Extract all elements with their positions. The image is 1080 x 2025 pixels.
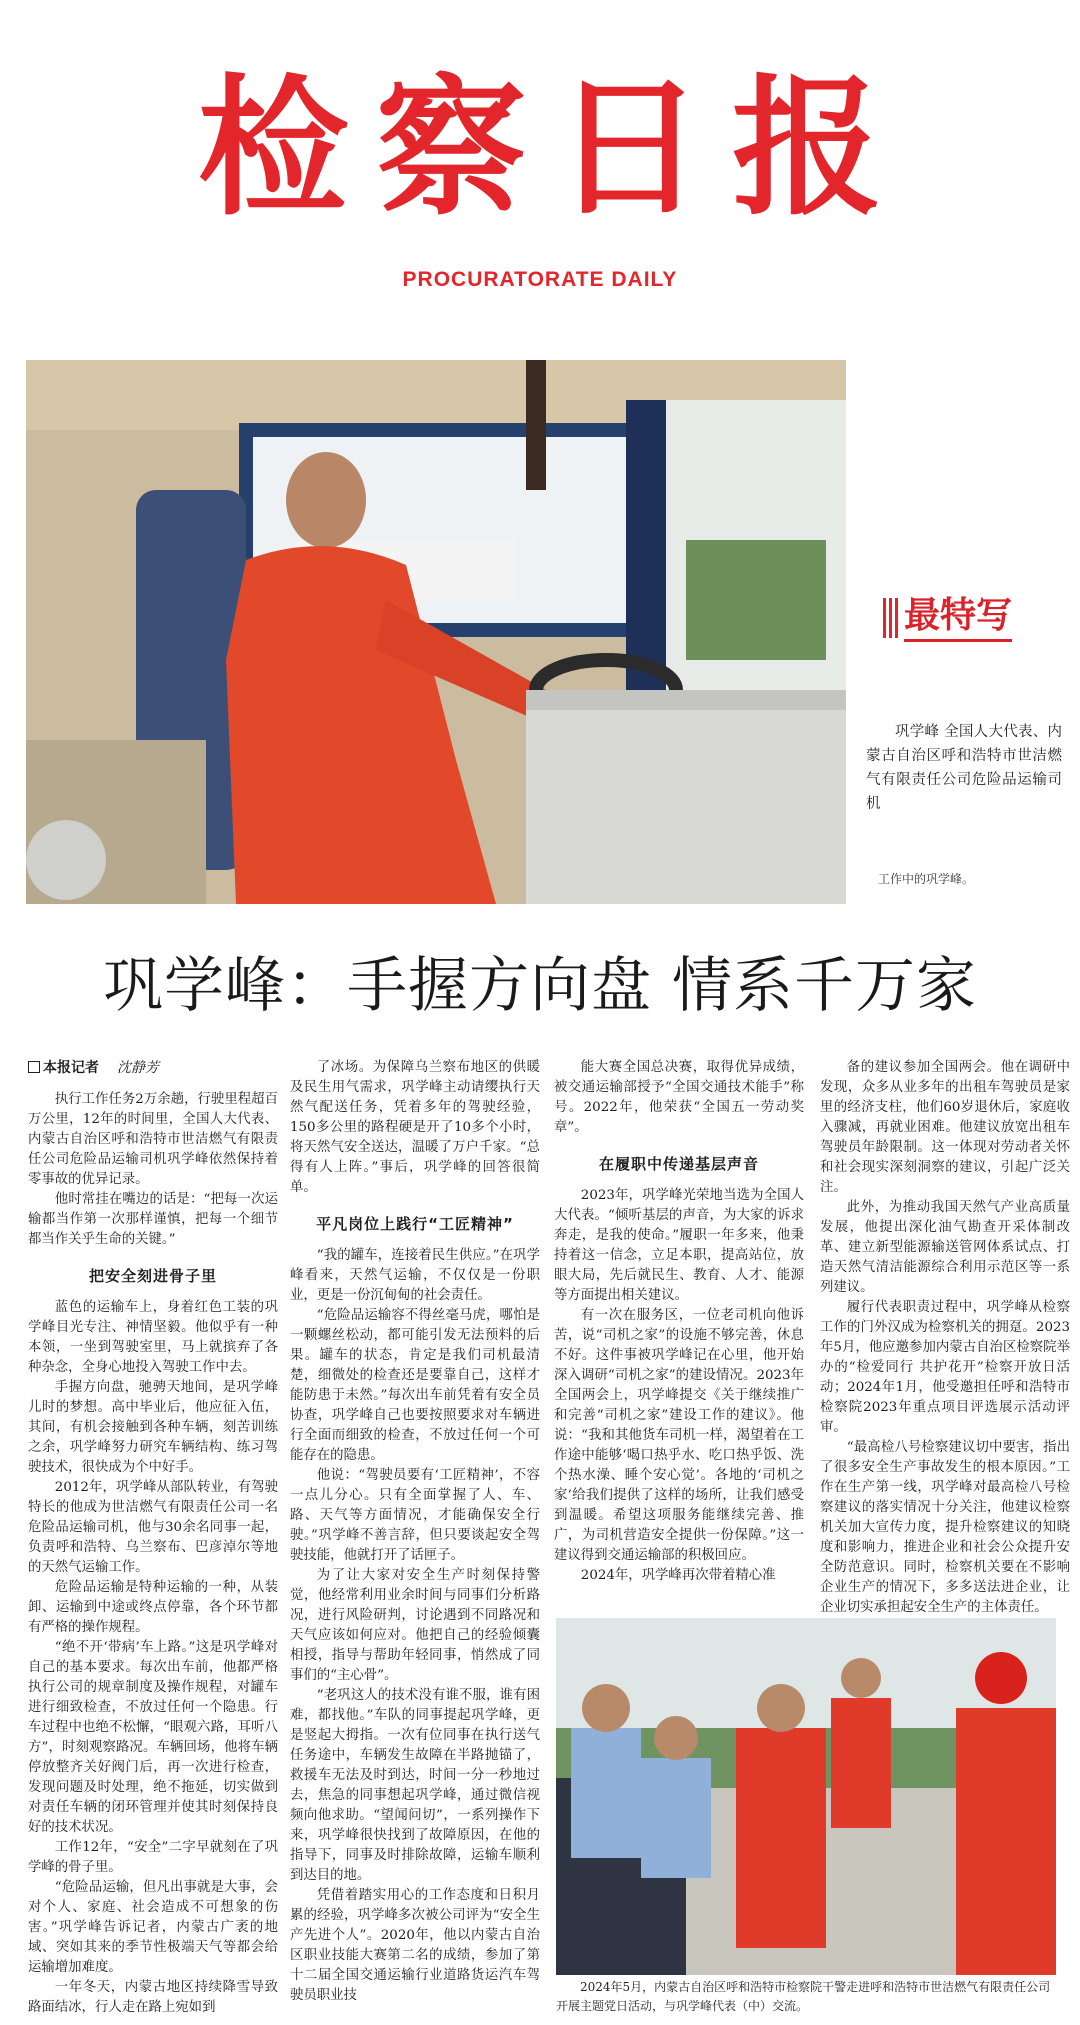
portrait-bio: 巩学峰 全国人大代表、内蒙古自治区呼和浩特市世洁燃气有限责任公司危险品运输司机: [866, 724, 1062, 812]
paragraph: 执行工作任务2万余趟，行驶里程超百万公里，12年的时间里，全国人大代表、内蒙古自治区呼和浩特市世洁燃气有限责任公司危险品运输司机巩学峰依然保持着零事故的优异记录。: [28, 1092, 278, 1187]
section-heading: 在履职中传递基层声音: [598, 1155, 759, 1173]
badge-bars-decoration: [883, 598, 898, 638]
paragraph: 危险品运输是特种运输的一种，从装卸、运输到中途或终点停靠，各个环节都有严格的操作规程。: [28, 1580, 278, 1635]
paragraph: 履行代表职责过程中，巩学峰从检察工作的门外汉成为检察机关的拥趸。2023年5月，他应邀参加内蒙古自治区检察院举办的“检爱同行 共护花开”检察开放日活动；2024年1月，他受邀担任呼和浩特市检察院2023年重点项目评选展示活动评审。: [820, 1300, 1070, 1435]
article-headline: 巩学峰：手握方向盘 情系千万家: [102, 951, 978, 1021]
paragraph: “绝不开‘带病’车上路。”这是巩学峰对自己的基本要求。每次出车前，他都严格执行公司的规章制度及操作规程，对罐车进行细致检查，不放过任何一个隐患。行车过程中也绝不松懈，“眼观六路，耳听八方”，时刻观察路况。车辆回场，他将车辆停放整齐关好阀门后，再一次进行检查，发现问题及时处理，绝不拖延，切实做到对责任车辆的闭环管理并使其时刻保持良好的技术状况。: [28, 1640, 278, 1835]
special-feature-badge: [883, 593, 1012, 643]
paragraph: 工作12年，“安全”二字早就刻在了巩学峰的骨子里。: [28, 1840, 278, 1875]
section-heading: 平凡岗位上践行“工匠精神”: [316, 1215, 514, 1233]
article-column-2: [290, 1058, 540, 2018]
paragraph: “老巩这人的技术没有谁不服，谁有困难，都找他。”车队的同事提起巩学峰，更是竖起大拇指。一次有位同事在执行送气任务途中，车辆发生故障在半路抛锚了，救援车无法及时到达，时间一分一秒地过去，焦急的同事想起巩学峰，通过微信视频向他求助。“望闻问切”，一系列操作下来，巩学峰很快找到了故障原因，在他的指导下，同事及时排除故障，运输车顺利到达目的地。: [290, 1688, 540, 1883]
paragraph: 此外，为推动我国天然气产业高质量发展，他提出深化油气勘查开采体制改革、建立新型能源输送管网体系试点、打造天然气清洁能源综合利用示范区等一系列建议。: [820, 1200, 1070, 1295]
paragraph: “危险品运输，但凡出事就是大事，会对个人、家庭、社会造成不可想象的伤害。”巩学峰告诉记者，内蒙古广袤的地域、突如其来的季节性极端天气等都会给运输增加难度。: [28, 1880, 278, 1975]
paragraph: “危险品运输容不得丝毫马虎，哪怕是一颗螺丝松动，都可能引发无法预料的后果。罐车的状态，肯定是我们司机最清楚，细微处的检查还是要靠自己，这样才能防患于未然。”每次出车前凭着有安全员协查，巩学峰自己也要按照要求对车辆进行全面而细致的检查，不放过任何一个可能存在的隐患。: [290, 1308, 540, 1463]
paragraph: 凭借着踏实用心的工作态度和日积月累的经验，巩学峰多次被公司评为“安全生产先进个人”。2020年，他以内蒙古自治区职业技能大赛第二名的成绩，参加了第十二届全国交通运输行业道路货运汽车驾驶员职业技: [290, 1888, 540, 2003]
section-heading: 把安全刻进骨子里: [88, 1267, 217, 1285]
masthead-title: 检察日报: [197, 60, 910, 236]
byline-prefix: 本报记者: [43, 1060, 99, 1076]
paragraph: 蓝色的运输车上，身着红色工装的巩学峰目光专注、神情坚毅。他似乎有一种本领，一坐到驾驶室里，马上就摈弃了各种杂念，全身心地投入驾驶工作中去。: [28, 1300, 278, 1375]
article-column-4: [820, 1058, 1070, 1615]
paragraph: 2024年，巩学峰再次带着精心准: [580, 1568, 776, 1583]
masthead-subtitle: PROCURATORATE DAILY: [402, 268, 678, 291]
badge-label: 最特写: [904, 595, 1012, 642]
paragraph: “最高检八号检察建议切中要害，指出了很多安全生产事故发生的根本原因。”工作在生产第一线，巩学峰对最高检八号检察建议的落实情况十分关注，他建议检察机关加大宣传力度，提升检察建议的知晓度和影响力，推进企业和社会公众提升安全防范意识。同时，检察机关要在不影响企业生产的情况下，多多送法进企业，让企业切实承担起安全生产的主体责任。: [820, 1440, 1070, 1615]
paragraph: 备的建议参加全国两会。他在调研中发现，众多从业多年的出租车驾驶员是家里的经济支柱，他们60岁退休后，家庭收入骤减，再就业困难。他建议放宽出租车驾驶员年龄限制。这一体现对劳动者关怀和社会现实深刻洞察的建议，引起广泛关注。: [820, 1060, 1070, 1195]
byline: [28, 1058, 278, 1078]
paragraph: 2023年，巩学峰光荣地当选为全国人大代表。“倾听基层的声音，为大家的诉求奔走，是我的使命。”履职一年多来，他秉持着这一信念，立足本职，提高站位，放眼大局，先后就民生、教育、人才、能源等方面提出相关建议。: [554, 1188, 804, 1303]
paragraph: 2012年，巩学峰从部队转业，有驾驶特长的他成为世洁燃气有限责任公司一名危险品运输司机，他与30余名同事一起，负责呼和浩特、乌兰察布、巴彦淖尔等地的天然气运输工作。: [28, 1480, 278, 1575]
paragraph: 手握方向盘，驰骋天地间，是巩学峰儿时的梦想。高中毕业后，他应征入伍，其间，有机会接触到各种车辆，刻苦训练之余，巩学峰努力研究车辆结构、练习驾驶技术，很快成为个中好手。: [28, 1380, 278, 1475]
paragraph: 有一次在服务区，一位老司机向他诉苦，说“司机之家”的设施不够完善，休息不好。这件事被巩学峰记在心里，他开始深入调研“司机之家”的建设情况。2023年全国两会上，巩学峰提交《关于继续推广和完善“司机之家”建设工作的建议》。他说：“我和其他货车司机一样，渴望着在工作途中能够‘喝口热乎水、吃口热乎饭、洗个热水澡、睡个安心觉’。各地的‘司机之家’给我们提供了这样的场所，让我们感受到温暖。希望这项服务能继续完善、推广，为司机营造安全提供一份保障。”这一建议得到交通运输部的积极回应。: [554, 1308, 804, 1563]
paragraph: “我的罐车，连接着民生供应。”在巩学峰看来，天然气运输，不仅仅是一份职业，更是一份沉甸甸的社会责任。: [290, 1248, 540, 1303]
byline-reporter: 沈静芳: [117, 1060, 159, 1076]
paragraph: 为了让大家对安全生产时刻保持警觉，他经常利用业余时间与同事们分析路况，进行风险研判，讨论遇到不同路况和天气应该如何应对。他把自己的经验倾囊相授，指导与帮助年轻同事，悄然成了同事们的“主心骨”。: [290, 1568, 540, 1683]
paragraph: 他时常挂在嘴边的话是：“把每一次运输都当作第一次那样谨慎，把每一个细节都当作关乎生命的关键。”: [28, 1192, 278, 1247]
group-meeting-photo: [556, 1618, 1056, 1975]
paragraph: 了冰场。为保障乌兰察布地区的供暖及民生用气需求，巩学峰主动请缨执行天然气配送任务，凭着多年的驾驶经验，150多公里的路程硬是开了10多个小时，将天然气安全送达，温暖了万户千家。“总得有人上阵。”事后，巩学峰的回答很简单。: [290, 1060, 540, 1195]
paragraph: 一年冬天，内蒙古地区持续降雪导致路面结冰，行人走在路上宛如到: [28, 1980, 278, 2015]
top-photo-caption: 工作中的巩学峰。: [878, 872, 975, 886]
article-column-1: [28, 1058, 278, 2018]
article-column-3: [554, 1058, 804, 1583]
truck-cab-photo: [26, 360, 846, 904]
byline-box-icon: [28, 1061, 40, 1073]
paragraph: 能大赛全国总决赛，取得优异成绩，被交通运输部授予“全国交通技术能手”称号。2022年，他荣获“全国五一劳动奖章”。: [554, 1060, 804, 1135]
paragraph: 他说：“驾驶员要有‘工匠精神’，不容一点儿分心。只有全面掌握了人、车、路、天气等方面情况，才能确保安全行驶。”巩学峰不善言辞，但只要谈起安全驾驶技能，他就打开了话匣子。: [290, 1468, 540, 1563]
bottom-photo-caption: 2024年5月，内蒙古自治区呼和浩特市检察院干警走进呼和浩特市世洁燃气有限责任公司开展主题党日活动，与巩学峰代表（中）交流。: [556, 1980, 1051, 2013]
